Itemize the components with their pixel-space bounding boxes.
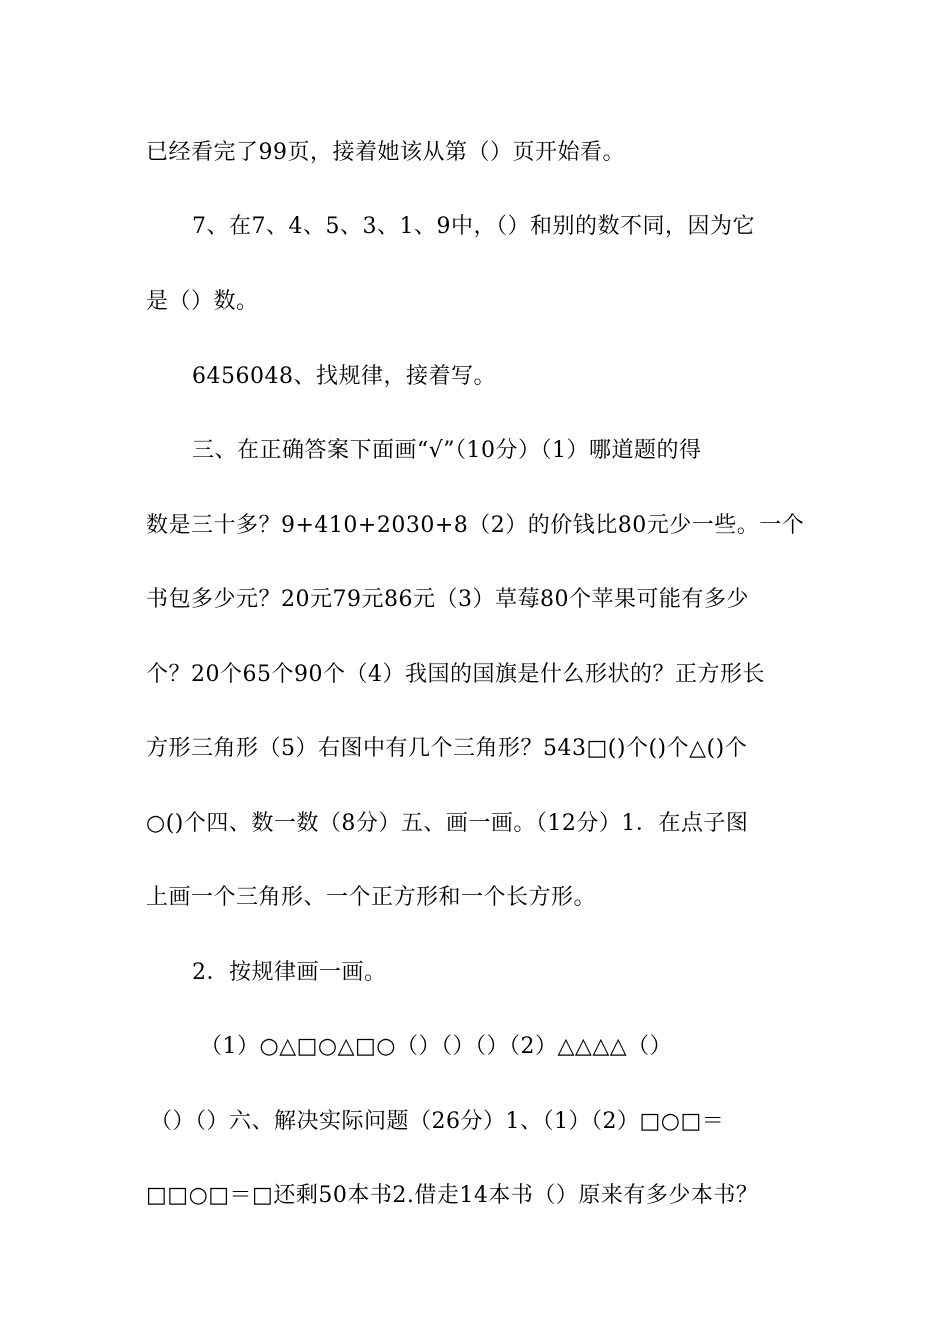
section-3-line-5: 方形三角形（5）右图中有几个三角形？543□()个()个△()个 — [146, 736, 748, 761]
text-line-1: 已经看完了99页，接着她该从第（）页开始看。 — [146, 140, 625, 165]
question-7-line-2: 是（）数。 — [146, 289, 259, 314]
pattern-line-1: （1）○△□○△□○（）（）（）（2）△△△△（） — [200, 1034, 673, 1059]
question-7-line-1: 7、在7、4、5、3、1、9中，（）和别的数不同，因为它 — [192, 214, 755, 239]
section-3-line-4: 个？20个65个90个（4）我国的国旗是什么形状的？正方形长 — [146, 662, 765, 687]
section-5-item-2: 2．按规律画一画。 — [192, 960, 387, 985]
section-3-line-1: 三、在正确答案下面画“√”（10分）（1）哪道题的得 — [192, 438, 702, 463]
section-6-line-2: □□○□＝□还剩50本书2.借走14本书（）原来有多少本书？ — [146, 1183, 759, 1208]
section-5-line-2: 上画一个三角形、一个正方形和一个长方形。 — [146, 885, 597, 910]
section-6-line-1: （）（）六、解决实际问题（26分）1、（1）（2）□○□＝ — [150, 1109, 725, 1134]
question-8-line: 6456048、找规律，接着写。 — [192, 364, 496, 389]
section-4-5-line-1: ○()个四、数一数（8分）五、画一画。（12分）1．在点子图 — [146, 811, 749, 836]
section-3-line-2: 数是三十多？9+410+2030+8（2）的价钱比80元少一些。一个 — [146, 513, 805, 538]
section-3-line-3: 书包多少元？20元79元86元（3）草莓80个苹果可能有多少 — [146, 587, 749, 612]
